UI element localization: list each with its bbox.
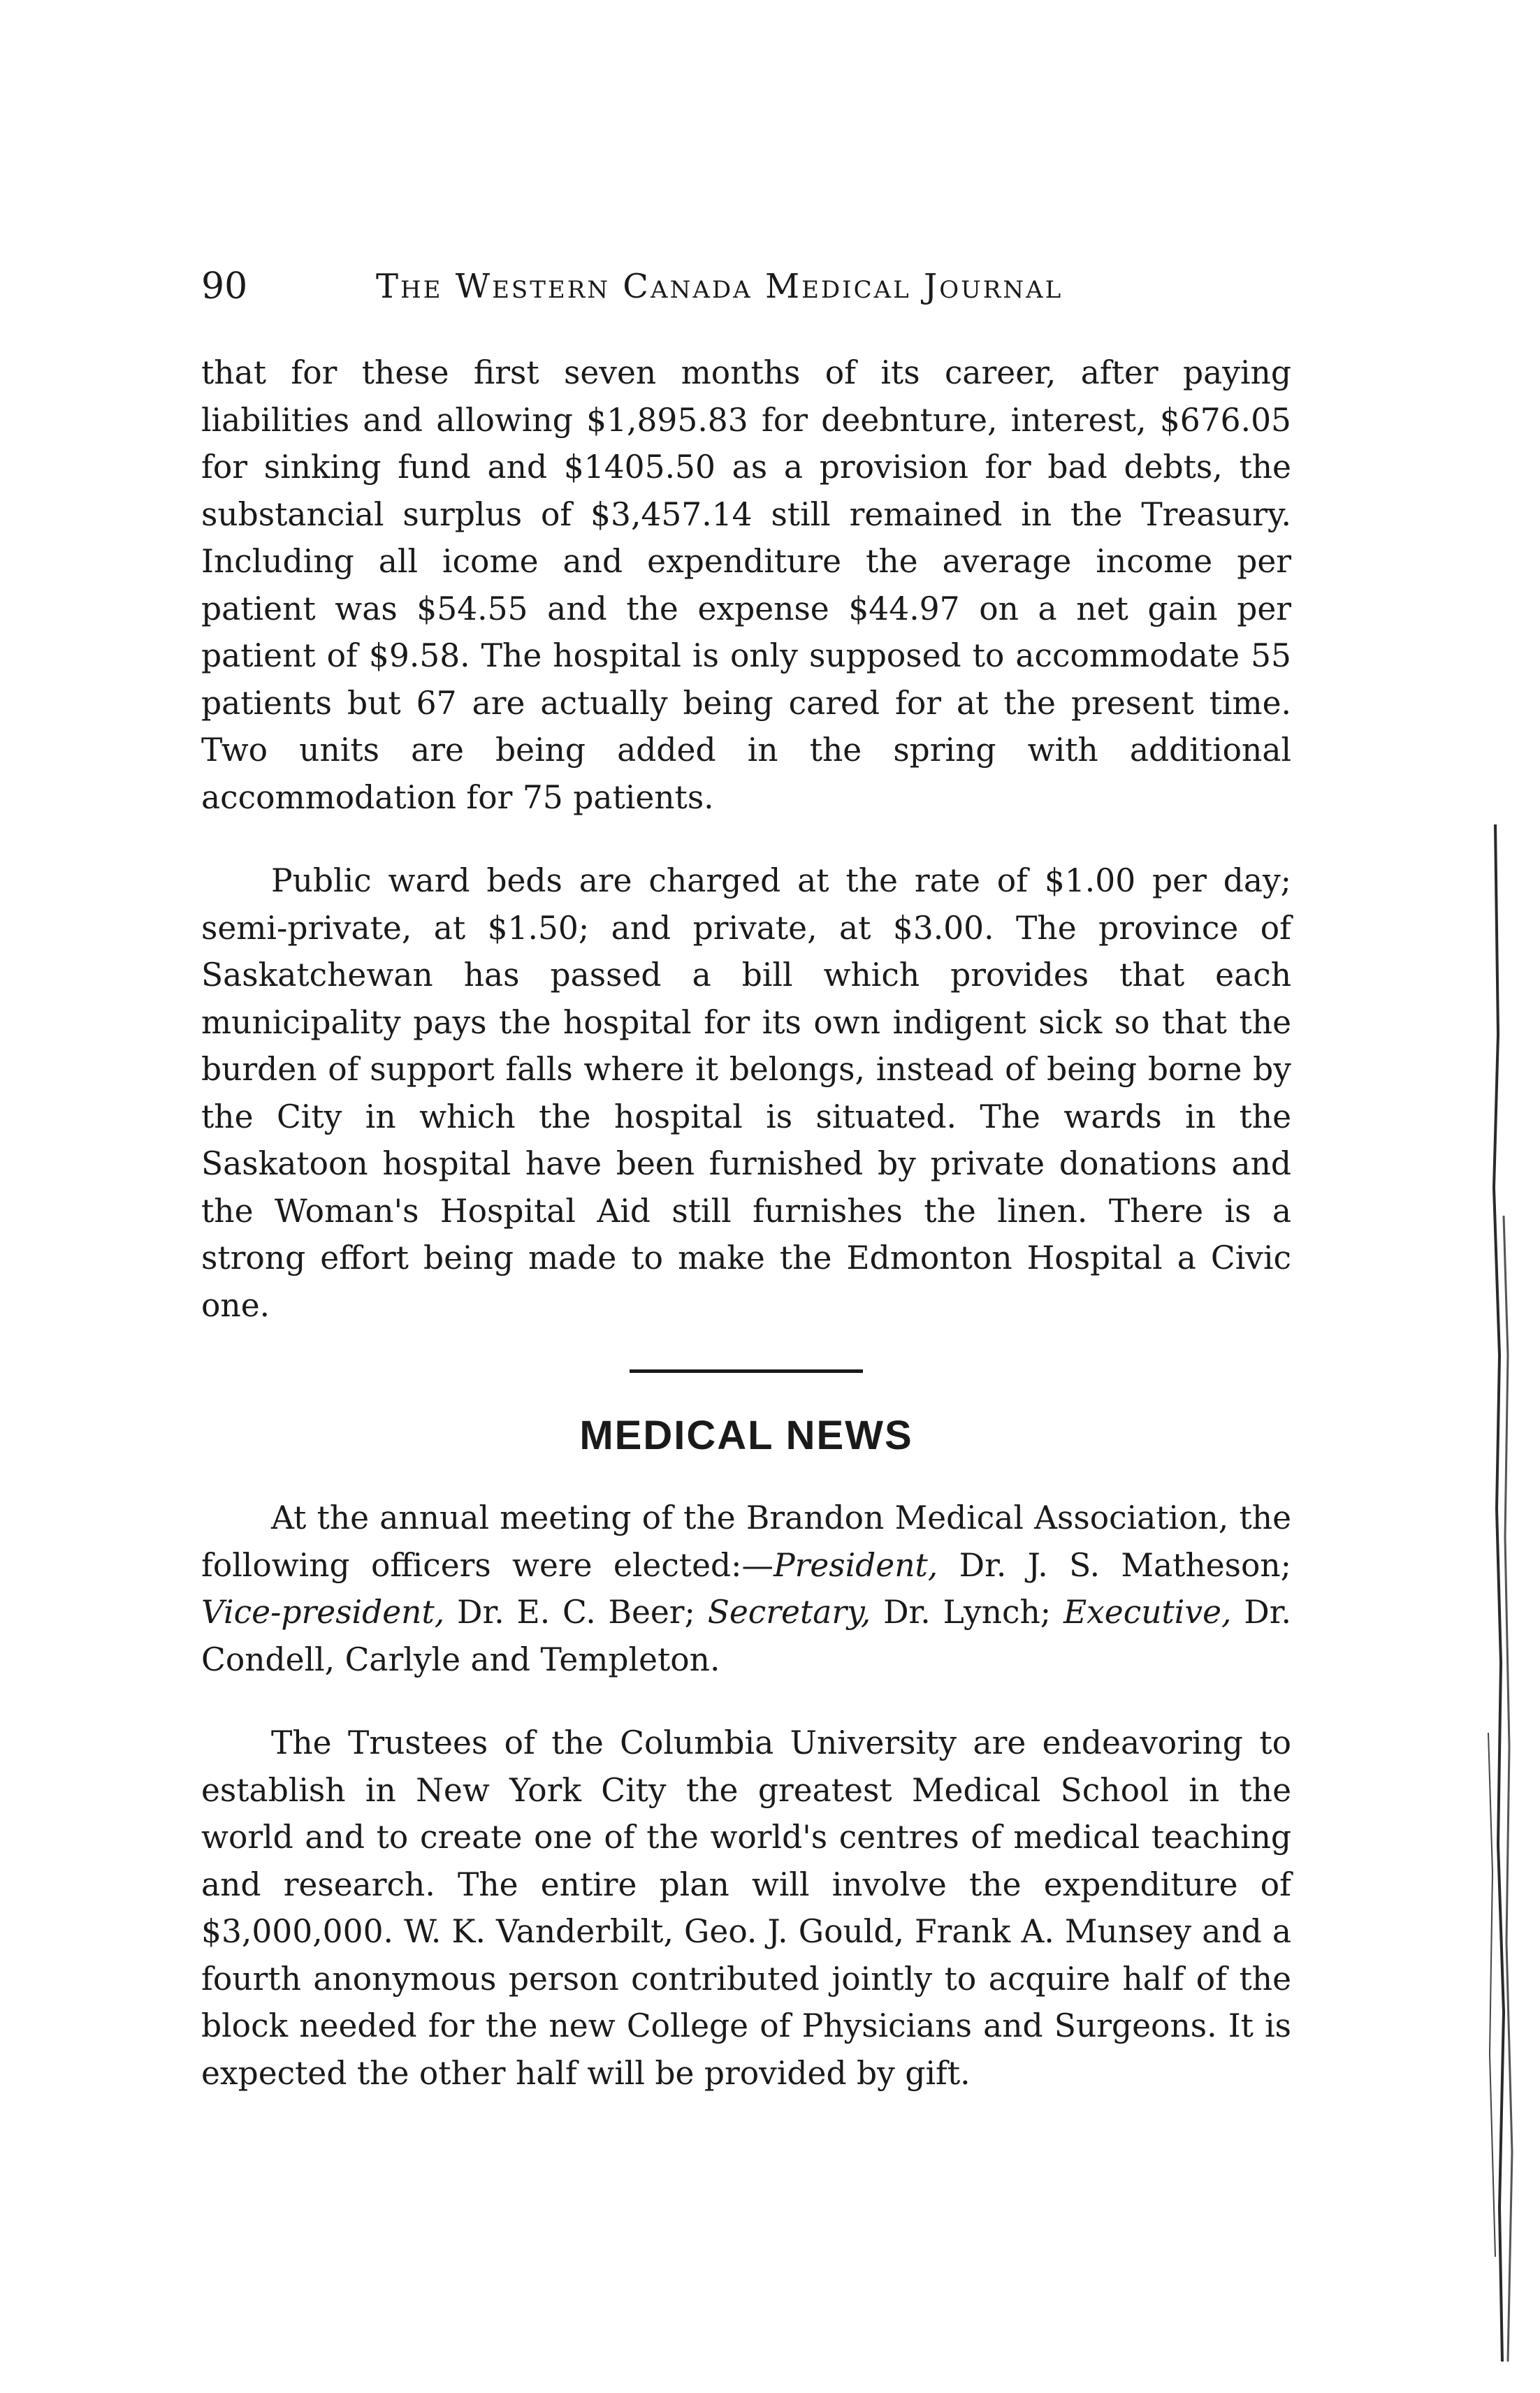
secretary-name: Dr. Lynch; [871,1594,1063,1631]
vice-president-name: Dr. E. C. Beer; [444,1594,708,1631]
secretary-title: Secretary, [707,1594,871,1631]
president-name: Dr. J. S. Matheson; [938,1546,1291,1584]
vice-president-title: Vice-president, [201,1594,445,1631]
article-body [201,349,1291,2133]
section-heading-medical-news: MEDICAL NEWS [579,1413,913,1458]
executive-title: Executive, [1063,1594,1232,1631]
brandon-intro: At the annual meeting of the Brandon Medical Association, the following officers were elected:— [201,1499,1291,1584]
paragraph-ward-rates: Public ward beds are charged at the rate of $1.00 per day; semi-private, at $1.50; and private, at $3.00. The province of Saskatchewan has passed a bill which provides that each municipality pays the hospital for its own indigent sick so that the burden of support falls where it belongs, instead of being borne by the City in which the hospital is situated. The wards in the Saskatoon hospital have been furnished by private donations and the Woman's Hospital Aid still furnishes the linen. There is a strong effort being made to make the Edmonton Hospital a Civic one. [201,862,1291,1324]
paragraph-brandon-association [201,1494,1291,1683]
president-title: President, [773,1546,938,1584]
scan-edge-artifact [1467,824,1537,2362]
section-divider [630,1369,863,1373]
executive-names: Dr. Condell, Carlyle and Templeton. [201,1594,1291,1678]
running-title: The Western Canada Medical Journal [376,267,1063,306]
page-header [201,259,1291,314]
page-number: 90 [201,266,248,307]
paragraph-hospital-finances: that for these first seven months of its career, after paying liabilities and allowing $1,895.83 for deebnture, interest, $676.05 for sinking fund and $1405.50 as a provision for bad debts, the substancial surplus of $3,457.14 still remained in the Treasury. Including all icome and expenditure the average income per patient was $54.55 and the expense $44.97 on a net gain per patient of $9.58. The hospital is only supposed to accommodate 55 patients but 67 are actually being cared for at the present time. Two units are being added in the spring with additional accommodation for 75 patients. [201,354,1291,816]
paragraph-columbia-university: The Trustees of the Columbia University are endeavoring to establish in New York City the greatest Medical School in the world and to create one of the world's centres of medical teaching and research. The entire plan will involve the expenditure of $3,000,000. W. K. Vanderbilt, Geo. J. Gould, Frank A. Munsey and a fourth anonymous person contributed jointly to acquire half of the block needed for the new College of Physicians and Surgeons. It is expected the other half will be provided by gift. [201,1724,1291,2092]
